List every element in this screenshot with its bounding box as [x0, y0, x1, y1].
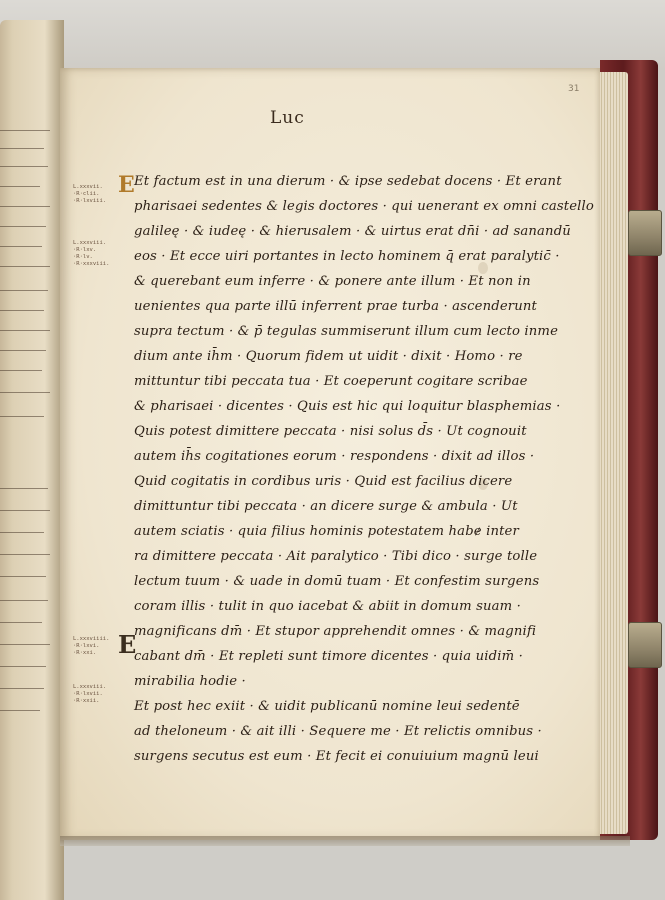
text-line: supra tectum · & p̄ tegulas summiserunt illum cum lecto inme — [134, 324, 559, 339]
clasp-lower — [628, 622, 662, 668]
decorated-initial: E — [118, 172, 135, 198]
text-line: surgens secutus est eum · Et fecit ei conuiuium magnū leui — [134, 749, 539, 764]
text-line: mittuntur tibi peccata tua · Et coeperunt cogitare scribae — [134, 374, 528, 389]
page-bottom-shadow — [60, 836, 630, 846]
text-line: autem ih̄s cogitationes eorum · respondens · dixit ad illos · — [134, 449, 535, 464]
text-line: autem sciatis · quia filius hominis potestatem habɇ inter — [134, 524, 519, 539]
text-line: ad theloneum · & ait illi · Sequere me · Et relictis omnibus · — [134, 724, 542, 739]
background — [0, 0, 665, 70]
text-line: pharisaei sedentes & legis doctores · qui uenerant ex omni castello — [134, 199, 594, 214]
left-page — [0, 20, 64, 900]
text-line: Et post hec exiit · & uidit publicanū nomine leui sedentē — [134, 699, 520, 714]
decorated-initial: E — [118, 630, 137, 659]
text-line: cabant dm̄ · Et repleti sunt timore dicentes · quia uidim̄ · — [134, 649, 523, 664]
text-line: Quid cogitatis in cordibus uris · Quid est facilius dicere — [134, 474, 513, 489]
text-line: galileę · & iudeę · & hierusalem · & uirtus erat dn̄i · ad sanandū — [134, 224, 571, 239]
marginal-note: L.xxxviii. ·R·lxv. ·R·lv. ·R·xxxviii. — [73, 240, 110, 267]
marginal-note: L.xxxvii. ·R·clii. ·R·lxviii. — [73, 184, 107, 204]
text-line: & pharisaei · dicentes · Quis est hic qui loquitur blasphemias · — [134, 399, 561, 414]
marginal-note: L.xxxviiii. ·R·lxvi. ·R·xxi. — [73, 636, 110, 656]
text-line: Et factum est in una dierum · & ipse sedebat docens · Et erant — [134, 174, 562, 189]
text-line: Quis potest dimittere peccata · nisi solus d̄s · Ut cognouit — [134, 424, 527, 439]
text-line: dium ante ih̄m · Quorum fidem ut uidit · dixit · Homo · re — [134, 349, 523, 364]
folio-number: 31 — [568, 84, 580, 94]
text-line: dimittuntur tibi peccata · an dicere surge & ambula · Ut — [134, 499, 518, 514]
marginal-note: L.xxxviii. ·R·lxvii. ·R·xxii. — [73, 684, 107, 704]
text-line: eos · Et ecce uiri portantes in lecto hominem q̄ erat paralytic̄ · — [134, 249, 560, 264]
text-line: coram illis · tulit in quo iacebat & abiit in domum suam · — [134, 599, 522, 614]
text-line: ra dimittere peccata · Ait paralytico · Tibi dico · surge tolle — [134, 549, 538, 564]
running-head: Luc — [270, 108, 305, 128]
text-line: lectum tuum · & uade in domū tuam · Et confestim surgens — [134, 574, 540, 589]
clasp-upper — [628, 210, 662, 256]
text-line: mirabilia hodie · — [134, 674, 246, 689]
text-line: & querebant eum inferre · & ponere ante illum · Et non in — [134, 274, 531, 289]
text-line: uenientes qua parte illū inferrent prae turba · ascenderunt — [134, 299, 537, 314]
text-line: magnificans dm̄ · Et stupor apprehendit omnes · & magnifi — [134, 624, 537, 639]
